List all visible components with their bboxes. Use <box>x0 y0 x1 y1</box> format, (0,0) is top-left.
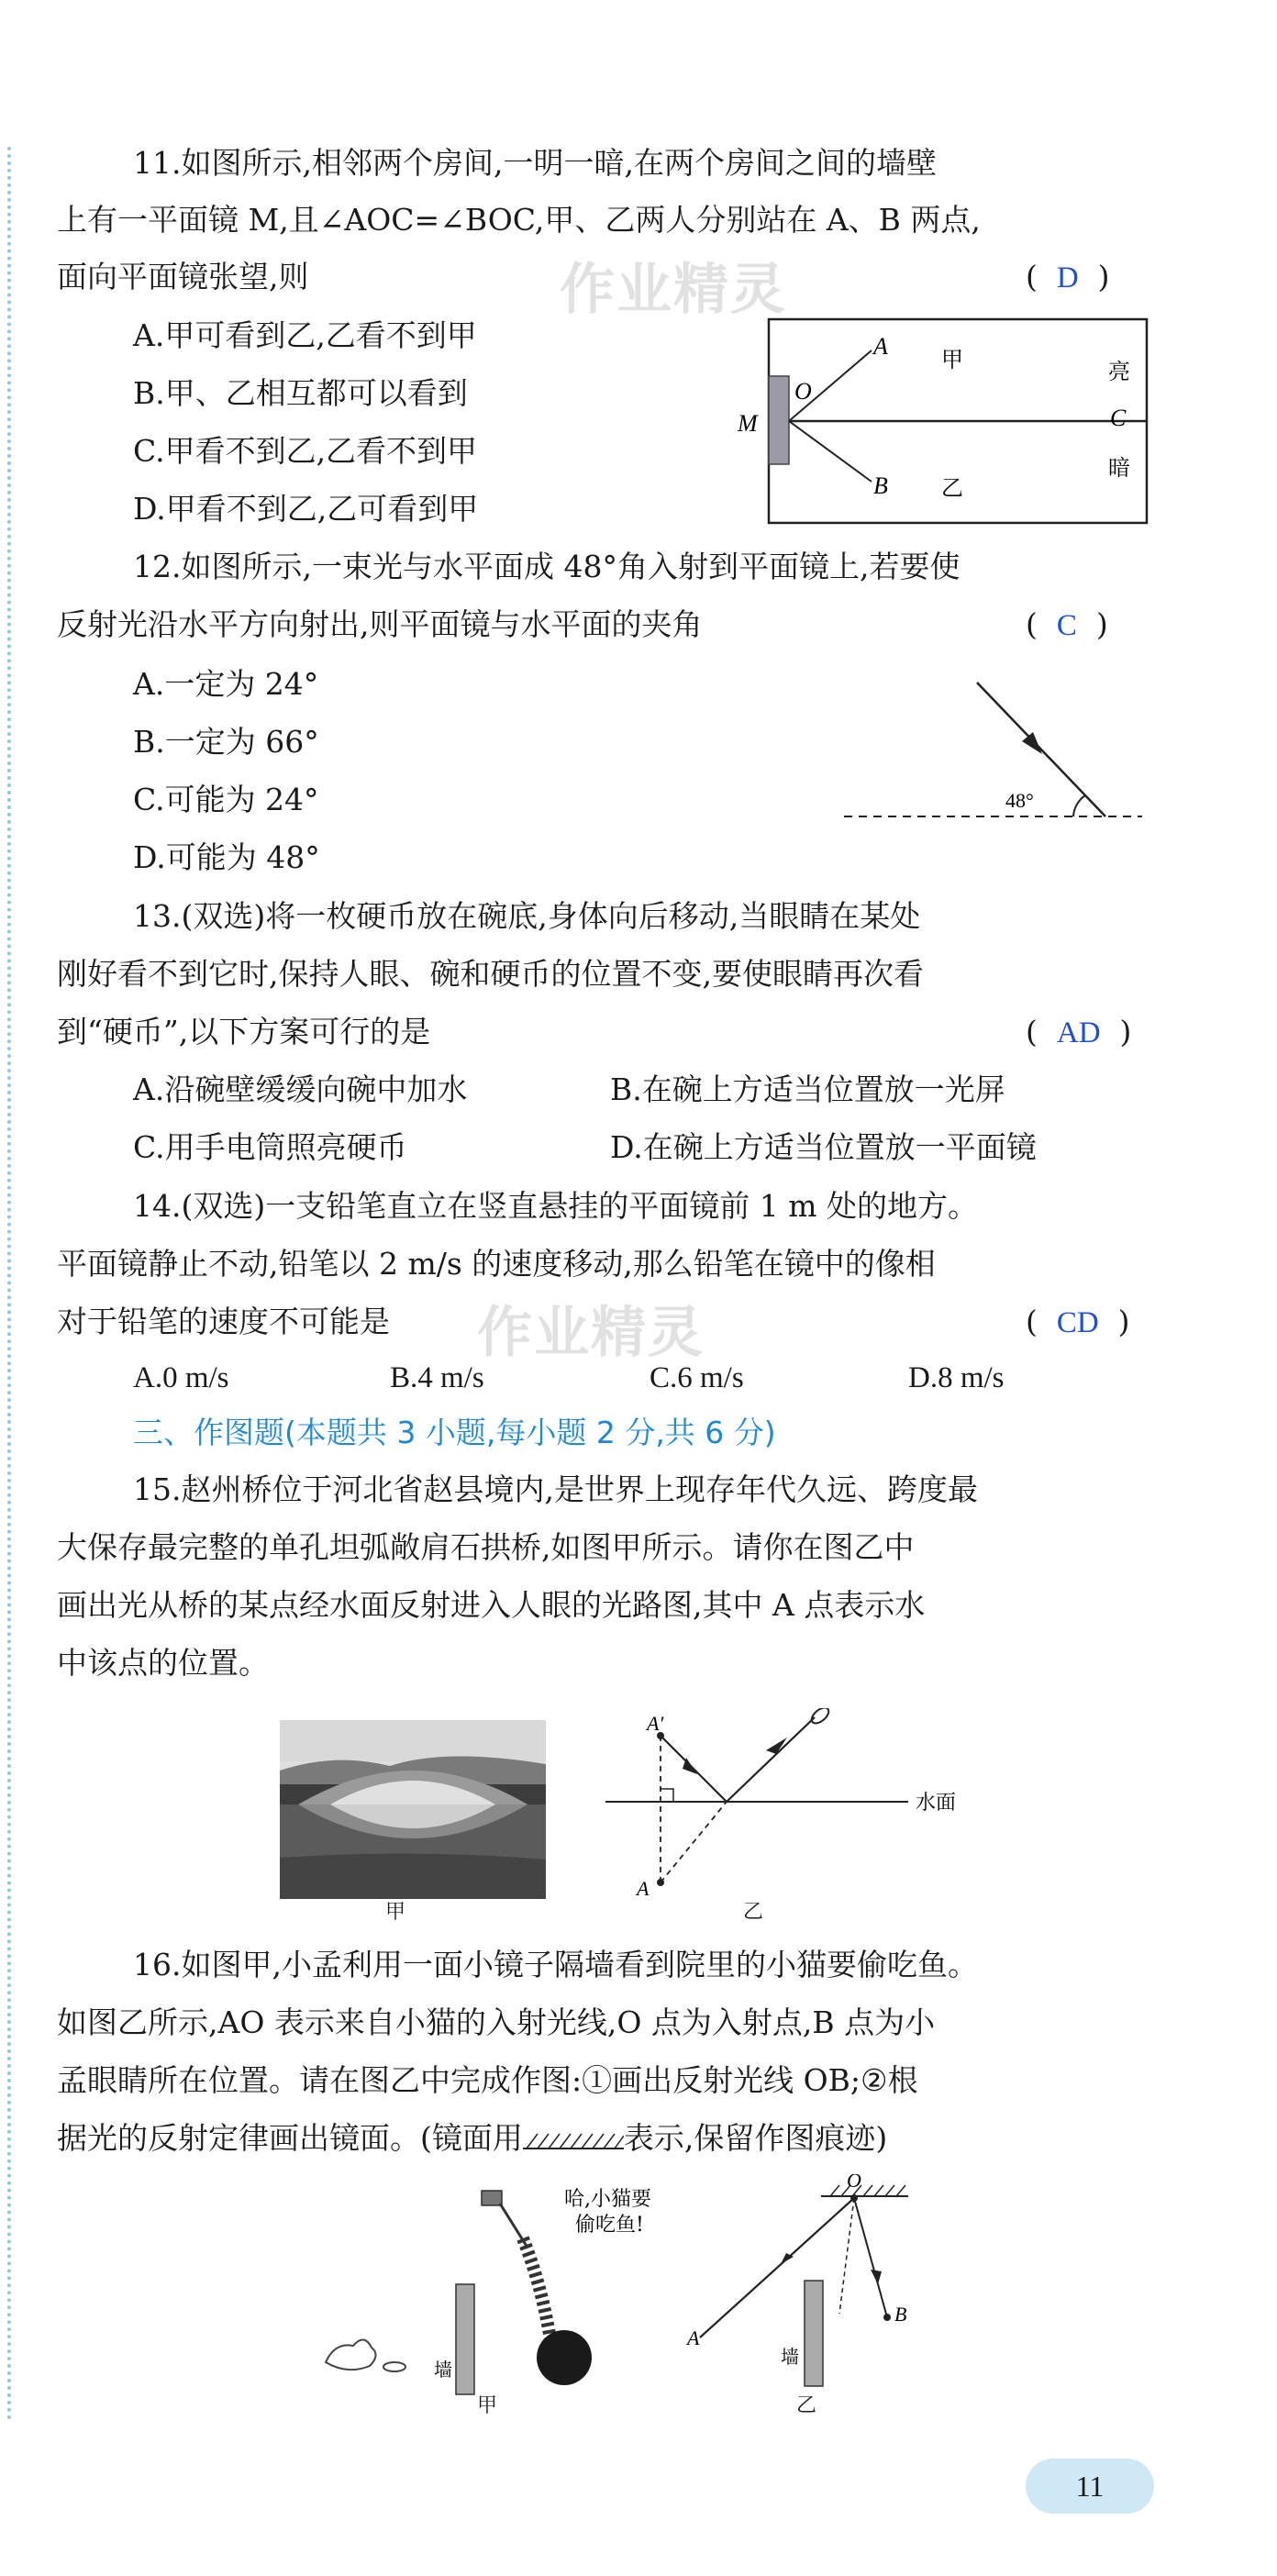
q12-option-b: B.一定为 66° <box>133 724 319 760</box>
q14-option-a: A.0 m/s <box>133 1361 229 1394</box>
wall <box>805 2281 823 2386</box>
q13-option-a: A.沿碗壁缓缓向碗中加水 <box>133 1071 468 1107</box>
label-yi: 乙 <box>941 475 963 501</box>
q12-option-a: A.一定为 24° <box>133 666 319 702</box>
q13-line1: 13.(双选)将一枚硬币放在碗底,身体向后移动,当眼睛在某处 <box>133 898 921 934</box>
q11-line1: 11.如图所示,相邻两个房间,一明一暗,在两个房间之间的墙壁 <box>133 145 937 181</box>
q11-answer: ( D ) <box>1026 259 1110 294</box>
q15-figure-jia-label: 甲 <box>385 1901 406 1924</box>
mirror-hatch-icon <box>523 2130 624 2150</box>
q16-line4 <box>57 2120 887 2157</box>
q11-figure <box>725 312 1165 532</box>
q16-figure-yi <box>683 2174 959 2394</box>
wall-label: 墙 <box>434 2359 452 2381</box>
q12-answer-value: C <box>1056 609 1077 642</box>
label-a: A <box>687 2326 700 2349</box>
q14-line1: 14.(双选)一支铅笔直立在竖直悬挂的平面镜前 1 m 处的地方。 <box>133 1188 978 1224</box>
reflected-ray-ob <box>854 2198 887 2317</box>
q16-line4-part2: 表示,保留作图痕迹) <box>623 2120 888 2156</box>
ceiling-hatch <box>830 2185 905 2196</box>
q12-figure <box>826 670 1156 826</box>
q11-line3: 面向平面镜张望,则 <box>57 259 309 294</box>
q13-answer-value: AD <box>1056 1016 1101 1049</box>
q12-option-c: C.可能为 24° <box>133 782 319 817</box>
ob-arrow <box>871 2270 882 2284</box>
angle-label: 48° <box>1005 789 1034 812</box>
ray-ob <box>789 421 872 482</box>
q15-line1: 15.赵州桥位于河北省赵县境内,是世界上现存年代久远、跨度最 <box>133 1471 978 1507</box>
q14-option-b: B.4 m/s <box>390 1361 484 1394</box>
q11-option-a: A.甲可看到乙,乙看不到甲 <box>133 317 477 353</box>
label-an: 暗 <box>1108 455 1130 481</box>
point-a <box>657 1879 664 1886</box>
wall-label: 墙 <box>781 2346 799 2368</box>
q12-answer: ( C ) <box>1026 606 1108 642</box>
q14-line3: 对于铅笔的速度不可能是 <box>57 1304 390 1339</box>
q11-option-d: D.甲看不到乙,乙可看到甲 <box>133 491 479 527</box>
q15-line2: 大保存最完整的单孔坦弧敞肩石拱桥,如图甲所示。请你在图乙中 <box>57 1529 915 1565</box>
q14-answer-value: CD <box>1056 1306 1099 1339</box>
q11-line2: 上有一平面镜 M,且∠AOC=∠BOC,甲、乙两人分别站在 A、B 两点, <box>57 202 981 238</box>
label-o: O <box>794 378 812 405</box>
label-a: A <box>637 1877 650 1900</box>
q15-line4: 中该点的位置。 <box>57 1645 269 1681</box>
q13-option-c: C.用手电筒照亮硬币 <box>133 1129 407 1165</box>
speech-line2: 偷吃鱼! <box>575 2214 644 2237</box>
right-angle-mark <box>661 1789 673 1802</box>
bridge-photo <box>280 1720 546 1899</box>
eye-icon <box>809 1708 832 1727</box>
small-mirror <box>482 2191 502 2205</box>
speech-line1: 哈,小猫要 <box>564 2188 651 2211</box>
label-b: B <box>894 2303 907 2326</box>
section-3-title: 三、作图题(本题共 3 小题,每小题 2 分,共 6 分) <box>133 1415 776 1450</box>
arrow-head <box>1022 732 1042 754</box>
watermark-1: 作业精灵 <box>560 258 787 322</box>
label-a-prime: A′ <box>647 1712 664 1735</box>
virtual-ray <box>661 1802 727 1882</box>
q12-option-d: D.可能为 48° <box>133 839 320 875</box>
q13-line3: 到“硬币”,以下方案可行的是 <box>57 1014 431 1049</box>
q14-line2: 平面镜静止不动,铅笔以 2 m/s 的速度移动,那么铅笔在镜中的像相 <box>57 1246 936 1282</box>
q14-option-c: C.6 m/s <box>650 1361 744 1394</box>
point-o <box>850 2194 858 2202</box>
q16-figure-yi-label: 乙 <box>796 2394 817 2417</box>
q16-line3: 孟眼睛所在位置。请在图乙中完成作图:①画出反射光线 OB;②根 <box>57 2062 918 2098</box>
q15-figure-yi-label: 乙 <box>743 1901 764 1924</box>
point-b <box>883 2314 891 2321</box>
cat <box>326 2339 376 2370</box>
q15-figure-yi <box>596 1708 982 1905</box>
q16-line1: 16.如图甲,小孟利用一面小镜子隔墙看到院里的小猫要偷吃鱼。 <box>133 1947 978 1982</box>
q16-figure-jia-label: 甲 <box>477 2394 498 2417</box>
incident-ray-ao <box>700 2198 854 2337</box>
watermark-2: 作业精灵 <box>477 1301 705 1365</box>
q16-line2: 如图乙所示,AO 表示来自小猫的入射光线,O 点为入射点,B 点为小 <box>57 2004 936 2040</box>
q13-option-d: D.在碗上方适当位置放一平面镜 <box>610 1129 1037 1165</box>
q15-line3: 画出光从桥的某点经水面反射进入人眼的光路图,其中 A 点表示水 <box>57 1587 926 1623</box>
q13-option-b: B.在碗上方适当位置放一光屏 <box>610 1071 1005 1107</box>
q11-option-b: B.甲、乙相互都可以看到 <box>133 375 468 411</box>
boy-body <box>523 2238 550 2339</box>
page-number: 11 <box>1026 2459 1154 2514</box>
q11-answer-value: D <box>1056 261 1079 294</box>
label-o: O <box>847 2174 861 2192</box>
boy-head <box>537 2330 592 2385</box>
angle-arc <box>1073 795 1085 816</box>
label-c: C <box>1110 405 1127 431</box>
wall <box>456 2284 474 2394</box>
guide-dashed <box>839 2198 854 2314</box>
q14-answer: ( CD ) <box>1026 1304 1130 1339</box>
margin-dotted-line <box>7 147 11 2422</box>
label-liang: 亮 <box>1108 359 1130 384</box>
q13-line2: 刚好看不到它时,保持人眼、碗和硬币的位置不变,要使眼睛再次看 <box>57 956 924 992</box>
fish <box>383 2362 405 2371</box>
q12-line1: 12.如图所示,一束光与水平面成 48°角入射到平面镜上,若要使 <box>133 549 961 584</box>
q16-line4-part1: 据光的反射定律画出镜面。(镜面用 <box>57 2120 523 2156</box>
q12-line2: 反射光沿水平方向射出,则平面镜与水平面的夹角 <box>57 606 703 642</box>
water-label: 水面 <box>916 1792 957 1815</box>
q16-figure-jia <box>316 2183 665 2408</box>
mirror-m <box>769 376 789 464</box>
q11-option-c: C.甲看不到乙,乙看不到甲 <box>133 433 478 469</box>
label-jia: 甲 <box>941 347 963 372</box>
reflected-ray <box>727 1717 815 1802</box>
label-m: M <box>738 410 758 437</box>
q13-answer: ( AD ) <box>1026 1014 1132 1049</box>
label-a: A <box>873 333 888 360</box>
incident-ray <box>977 683 1105 816</box>
q14-option-d: D.8 m/s <box>908 1361 1005 1394</box>
label-b: B <box>873 472 888 499</box>
